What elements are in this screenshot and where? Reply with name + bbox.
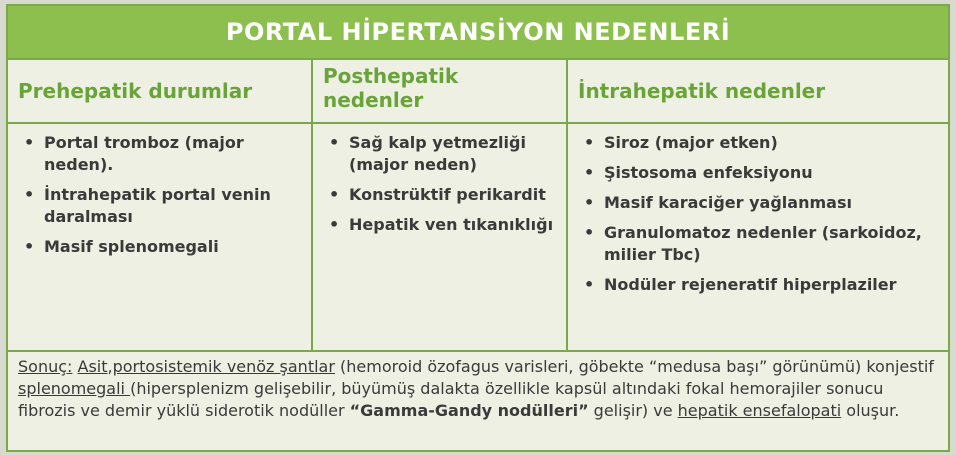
list-item: • Masif karaciğer yağlanması <box>582 192 942 214</box>
intrahepatic-list <box>568 124 948 296</box>
list-item: • Şistosoma enfeksiyonu <box>582 162 942 184</box>
summary-term-gamma-gandy: “Gamma-Gandy nodülleri” <box>349 401 589 420</box>
list-item: • Siroz (major etken) <box>582 132 942 154</box>
summary-term-shunts: portosistemik venöz şantlar <box>112 357 335 376</box>
portal-hypertension-table <box>6 4 950 452</box>
summary-text: gelişir) ve <box>588 401 678 420</box>
summary-separator: , <box>107 357 113 376</box>
summary-paragraph <box>8 352 948 426</box>
column-posthepatic <box>313 124 568 350</box>
table-title: PORTAL HİPERTANSİYON NEDENLERİ <box>8 6 948 60</box>
list-item: • Hepatik ven tıkanıklığı <box>327 214 560 236</box>
list-item: • Konstrüktif perikardit <box>327 184 560 206</box>
column-header-intrahepatic: İntrahepatik nedenler <box>578 79 826 103</box>
list-item: • Granulomatoz nedenler (sarkoidoz, milier Tbc) <box>582 222 942 266</box>
prehepatic-list <box>8 124 311 258</box>
list-item: • Portal tromboz (major neden). <box>22 132 305 176</box>
column-headers <box>8 60 948 124</box>
column-header-prehepatic: Prehepatik durumlar <box>8 60 313 122</box>
summary-term-ascites: Asit <box>77 357 108 376</box>
column-intrahepatic <box>568 124 948 350</box>
list-item: • İntrahepatik portal venin daralması <box>22 184 305 228</box>
summary-term-splenomegaly: splenomegali <box>18 379 131 398</box>
summary-label: Sonuç: <box>18 357 73 376</box>
summary-term-encephalopathy: hepatik ensefalopati <box>677 401 842 420</box>
column-header-posthepatic: Posthepatik nedenler <box>313 60 568 122</box>
summary-text: oluşur. <box>841 401 900 420</box>
list-item: • Masif splenomegali <box>22 236 305 258</box>
column-bodies <box>8 124 948 352</box>
summary-text: (hipersplenizm gelişebilir, büyümüş dalakta özellikle kapsül altındaki fokal hemorajiler sonucu fibrozis ve demir yüklü siderotik nodüller <box>18 379 884 420</box>
summary-text: (hemoroid özofagus varisleri, göbekte “medusa başı” görünümü) konjestif <box>334 357 934 376</box>
column-prehepatic <box>8 124 313 350</box>
list-item: • Sağ kalp yetmezliği (major neden) <box>327 132 560 176</box>
posthepatic-list <box>313 124 566 236</box>
list-item: • Nodüler rejeneratif hiperplaziler <box>582 274 942 296</box>
